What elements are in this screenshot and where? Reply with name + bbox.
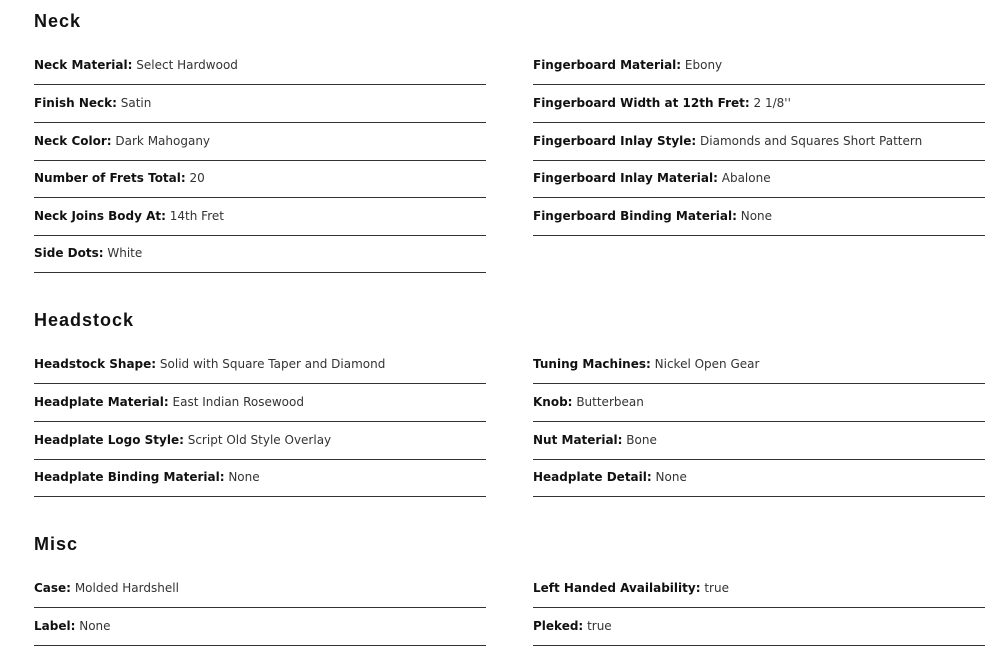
spec-label: Number of Frets Total: — [34, 171, 186, 185]
spec-label: Fingerboard Width at 12th Fret: — [533, 96, 750, 110]
spec-row-frets-total — [34, 160, 486, 198]
spec-label: Nut Material: — [533, 433, 623, 447]
spec-label: Fingerboard Material: — [533, 58, 682, 72]
spec-value: Butterbean — [576, 395, 644, 409]
spec-row-fingerboard-material — [533, 47, 985, 85]
spec-value: Molded Hardshell — [74, 581, 179, 595]
spec-row-case — [34, 570, 486, 608]
spec-row-headstock-shape — [34, 346, 486, 384]
spec-value: Ebony — [684, 58, 723, 72]
spec-value: Satin — [120, 96, 152, 110]
spec-value: true — [704, 581, 729, 595]
spec-label: Finish Neck: — [34, 96, 117, 110]
spec-row-finish-neck — [34, 85, 486, 123]
spec-value: White — [107, 246, 143, 260]
spec-value: true — [587, 619, 612, 633]
spec-label: Tuning Machines: — [533, 357, 651, 371]
spec-row-fingerboard-inlay-style — [533, 123, 985, 161]
spec-value: Abalone — [721, 171, 771, 185]
spec-label: Headplate Logo Style: — [34, 433, 184, 447]
neck-section-title: Neck — [34, 11, 82, 31]
spec-row-neck-color — [34, 123, 486, 161]
spec-row-knob — [533, 384, 985, 422]
spec-row-fingerboard-binding — [533, 198, 985, 236]
spec-row-neck-material — [34, 47, 486, 85]
spec-label: Knob: — [533, 395, 573, 409]
spec-row-nut-material — [533, 422, 985, 460]
spec-value: Dark Mahogany — [115, 134, 211, 148]
spec-label: Neck Material: — [34, 58, 133, 72]
spec-label: Label: — [34, 619, 76, 633]
spec-value: 2 1/8'' — [753, 96, 791, 110]
spec-row-headplate-logo-style — [34, 422, 486, 460]
spec-row-fingerboard-inlay-material — [533, 160, 985, 198]
spec-value: None — [655, 470, 687, 484]
spec-label: Headstock Shape: — [34, 357, 157, 371]
spec-value: None — [740, 209, 773, 223]
spec-value: Nickel Open Gear — [654, 357, 760, 371]
headstock-section-title: Headstock — [34, 310, 135, 330]
spec-label: Left Handed Availability: — [533, 581, 701, 595]
spec-label: Fingerboard Inlay Material: — [533, 171, 718, 185]
spec-label: Fingerboard Inlay Style: — [533, 134, 697, 148]
spec-label: Neck Joins Body At: — [34, 209, 166, 223]
spec-value: None — [228, 470, 260, 484]
spec-row-label — [34, 608, 486, 646]
spec-label: Headplate Detail: — [533, 470, 652, 484]
spec-row-pleked — [533, 608, 985, 646]
spec-label: Neck Color: — [34, 134, 112, 148]
spec-value: 14th Fret — [169, 209, 224, 223]
spec-label: Case: — [34, 581, 71, 595]
spec-label: Pleked: — [533, 619, 584, 633]
spec-value: None — [79, 619, 111, 633]
spec-label: Side Dots: — [34, 246, 104, 260]
spec-label: Headplate Binding Material: — [34, 470, 225, 484]
spec-row-left-handed — [533, 570, 985, 608]
spec-row-neck-joins-body — [34, 198, 486, 236]
spec-row-headplate-detail — [533, 459, 985, 497]
spec-row-side-dots — [34, 235, 486, 273]
spec-value: Select Hardwood — [136, 58, 238, 72]
spec-value: Script Old Style Overlay — [187, 433, 332, 447]
spec-value: Solid with Square Taper and Diamond — [159, 357, 386, 371]
spec-value: Diamonds and Squares Short Pattern — [700, 134, 923, 148]
spec-row-headplate-material — [34, 384, 486, 422]
spec-label: Fingerboard Binding Material: — [533, 209, 737, 223]
misc-section-title: Misc — [34, 534, 79, 554]
spec-value: Bone — [626, 433, 657, 447]
spec-row-headplate-binding — [34, 459, 486, 497]
spec-row-tuning-machines — [533, 346, 985, 384]
spec-label: Headplate Material: — [34, 395, 169, 409]
spec-value: East Indian Rosewood — [172, 395, 304, 409]
spec-row-fingerboard-width — [533, 85, 985, 123]
spec-value: 20 — [189, 171, 205, 185]
